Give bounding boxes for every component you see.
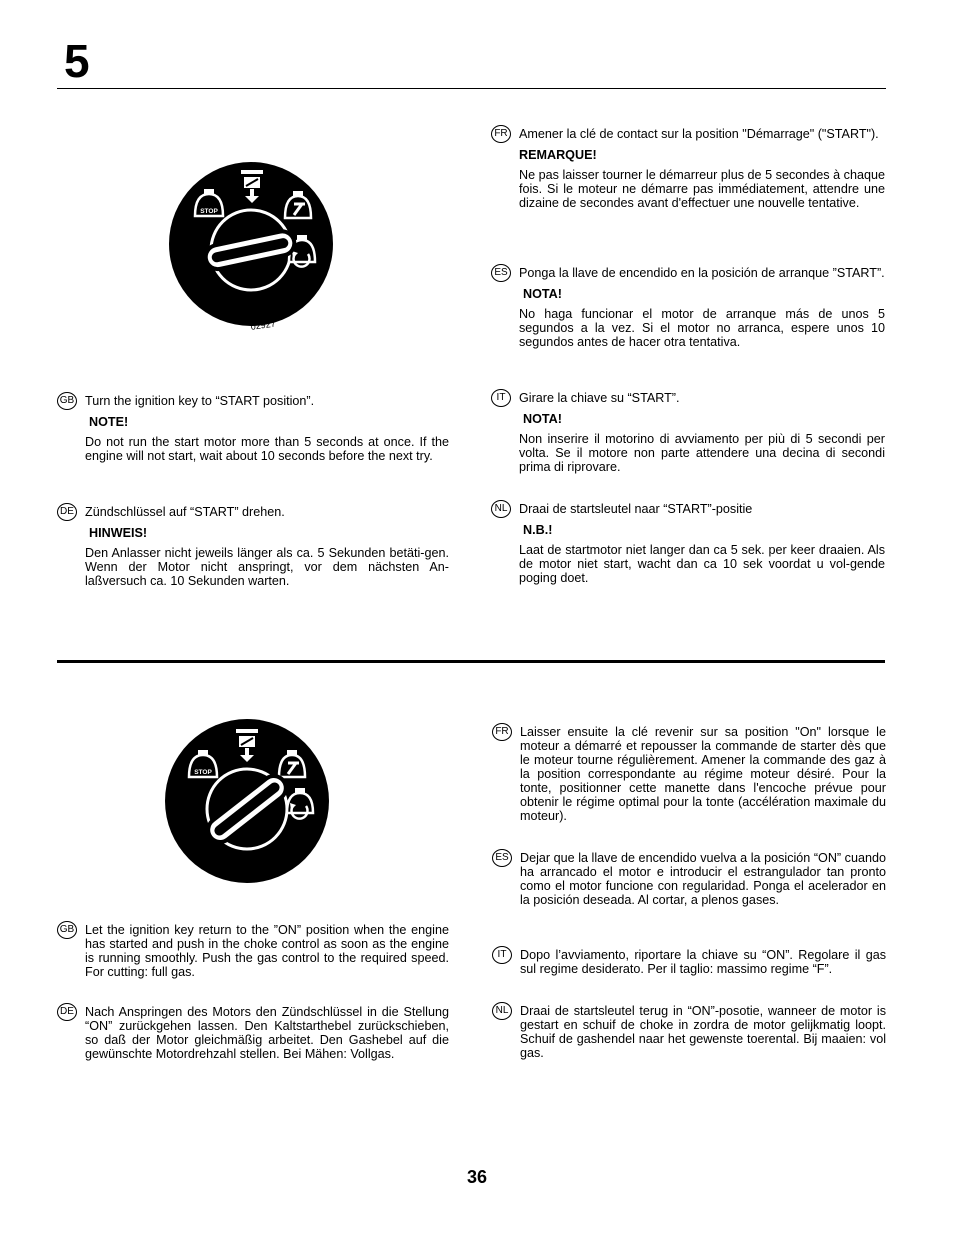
section2-de [60,1005,449,1061]
section2-it [497,948,886,976]
section2-fr-text: Laisser ensuite la clé revenir sur sa position "On" lorsque le moteur a démarré et repousser la commande de starter dès que le moteur tourne régulièrement. Amener la commande des gaz à la position correspondante au régime moteur désiré. Pour la tonte, positionner cette manette dans l'encoche prévue pour obtenir le régime optimal pour la tonte (accélération maximale du moteur). [520,725,886,823]
section1-it-note-title: NOTA! [523,412,562,426]
lang-badge-it: IT [491,389,511,407]
section2-gb [59,923,449,979]
section1-de-text: Zündschlüssel auf “START” drehen. [85,505,285,519]
section2-es [495,851,886,907]
section1-it [496,391,885,474]
section1-de [60,505,449,588]
lang-badge-es: ES [492,849,512,867]
section-divider [57,660,885,663]
lang-badge-fr: FR [492,723,512,741]
section1-gb-note-text: Do not run the start motor more than 5 seconds at once. If the engine will not start, wait about 10 seconds before the next try. [85,435,449,463]
stop-label: STOP [200,208,218,215]
section2-it-text: Dopo l’avviamento, riportare la chiave su “ON”. Regolare il gas sul regime desiderato. Per il taglio: massimo regime “F”. [520,948,886,976]
section1-gb-text: Turn the ignition key to “START position”. [85,394,315,408]
section2-nl-text: Draai de startsleutel terug in “ON”-posotie, wanneer de motor is gestart en schuif de choke in zordra de motor gelijkmatig loopt. Schuif de gashendel naar het gewenste toerental. Bij maaien: vol gas. [520,1004,886,1060]
header-rule [57,88,886,89]
section1-es [494,266,885,349]
lang-badge-gb: GB [57,392,77,410]
section1-es-note-title: NOTA! [523,287,562,301]
ignition-switch-on-figure [163,717,331,885]
section1-es-note-text: No haga funcionar el motor de arranque más de unos 5 segundos a la vez. Si el motor no arranca, espere unos 10 segundos antes de hacer otra tentativa. [519,307,885,349]
section1-nl [494,502,885,585]
section2-es-text: Dejar que la llave de encendido vuelva a la posición “ON” cuando ha arrancado el motor e introducir el estrangulador tan pronto como el motor funcione con regularidad. Ponga el acelerador en la posición deseada. Al cortar, a plenos gases. [520,851,886,907]
section1-es-text: Ponga la llave de encendido en la posición de arranque ”START”. [519,266,885,280]
page-number: 36 [466,1167,488,1187]
lang-badge-fr: FR [491,125,511,143]
ignition-switch-start-figure [165,158,339,332]
section2-de-text: Nach Anspringen des Motors den Zündschlüssel in die Stellung “ON” zurückgehen lassen. Den Kaltstarthebel zurückschieben, so daß der Motor gleichmäßig arbeitet. Den Gashebel auf die gewünschte Motordrehzahl stellen. Bei Mähen: Vollgas. [85,1005,449,1061]
chapter-number: 5 [64,35,90,87]
lang-badge-de: DE [57,503,77,521]
figure-code: 02927 [250,318,277,332]
lang-badge-de: DE [57,1003,77,1021]
lang-badge-nl: NL [492,1002,512,1020]
section1-de-note-text: Den Anlasser nicht jeweils länger als ca. 5 Sekunden betäti-gen. Wenn der Motor nicht anspringt, vor dem nächsten An-laßversuch ca. 10 Sekunden warten. [85,546,449,588]
section1-fr-text: Amener la clé de contact sur la position "Démarrage" ("START"). [519,127,879,141]
section1-nl-text: Draai de startsleutel naar “START”-positie [519,502,753,516]
section1-gb [59,394,449,463]
section1-nl-note-title: N.B.! [523,523,553,537]
section2-gb-text: Let the ignition key return to the ”ON” position when the engine has started and push in the choke control as soon as the engine is running smoothly. Push the gas control to the required speed. For cutting: full gas. [85,923,449,979]
section2-fr [495,725,886,823]
section2-nl [495,1004,886,1060]
section1-it-note-text: Non inserire il motorino di avviamento per più di 5 secondi per volta. Se il motore non parte attendere una decina di secondi prima di riprovare. [519,432,885,474]
section1-it-text: Girare la chiave su “START”. [519,391,680,405]
lang-badge-gb: GB [57,921,77,939]
section1-nl-note-text: Laat de startmotor niet langer dan ca 5 sek. per keer draaien. Als de motor niet start, wacht dan ca 10 sek voordat u vol-gende poging doet. [519,543,885,585]
section1-de-note-title: HINWEIS! [89,526,148,540]
stop-label: STOP [194,769,212,776]
section1-fr-note-text: Ne pas laisser tourner le démarreur plus de 5 secondes à chaque fois. Si le moteur ne démarre pas immédiatement, attendre une dizaine de secondes avant d'effectuer une nouvelle tentative. [519,168,885,210]
lang-badge-nl: NL [491,500,511,518]
section1-gb-note-title: NOTE! [89,415,129,429]
lang-badge-it: IT [492,946,512,964]
section1-fr-note-title: REMARQUE! [519,148,597,162]
section1-fr [494,127,885,210]
lang-badge-es: ES [491,264,511,282]
